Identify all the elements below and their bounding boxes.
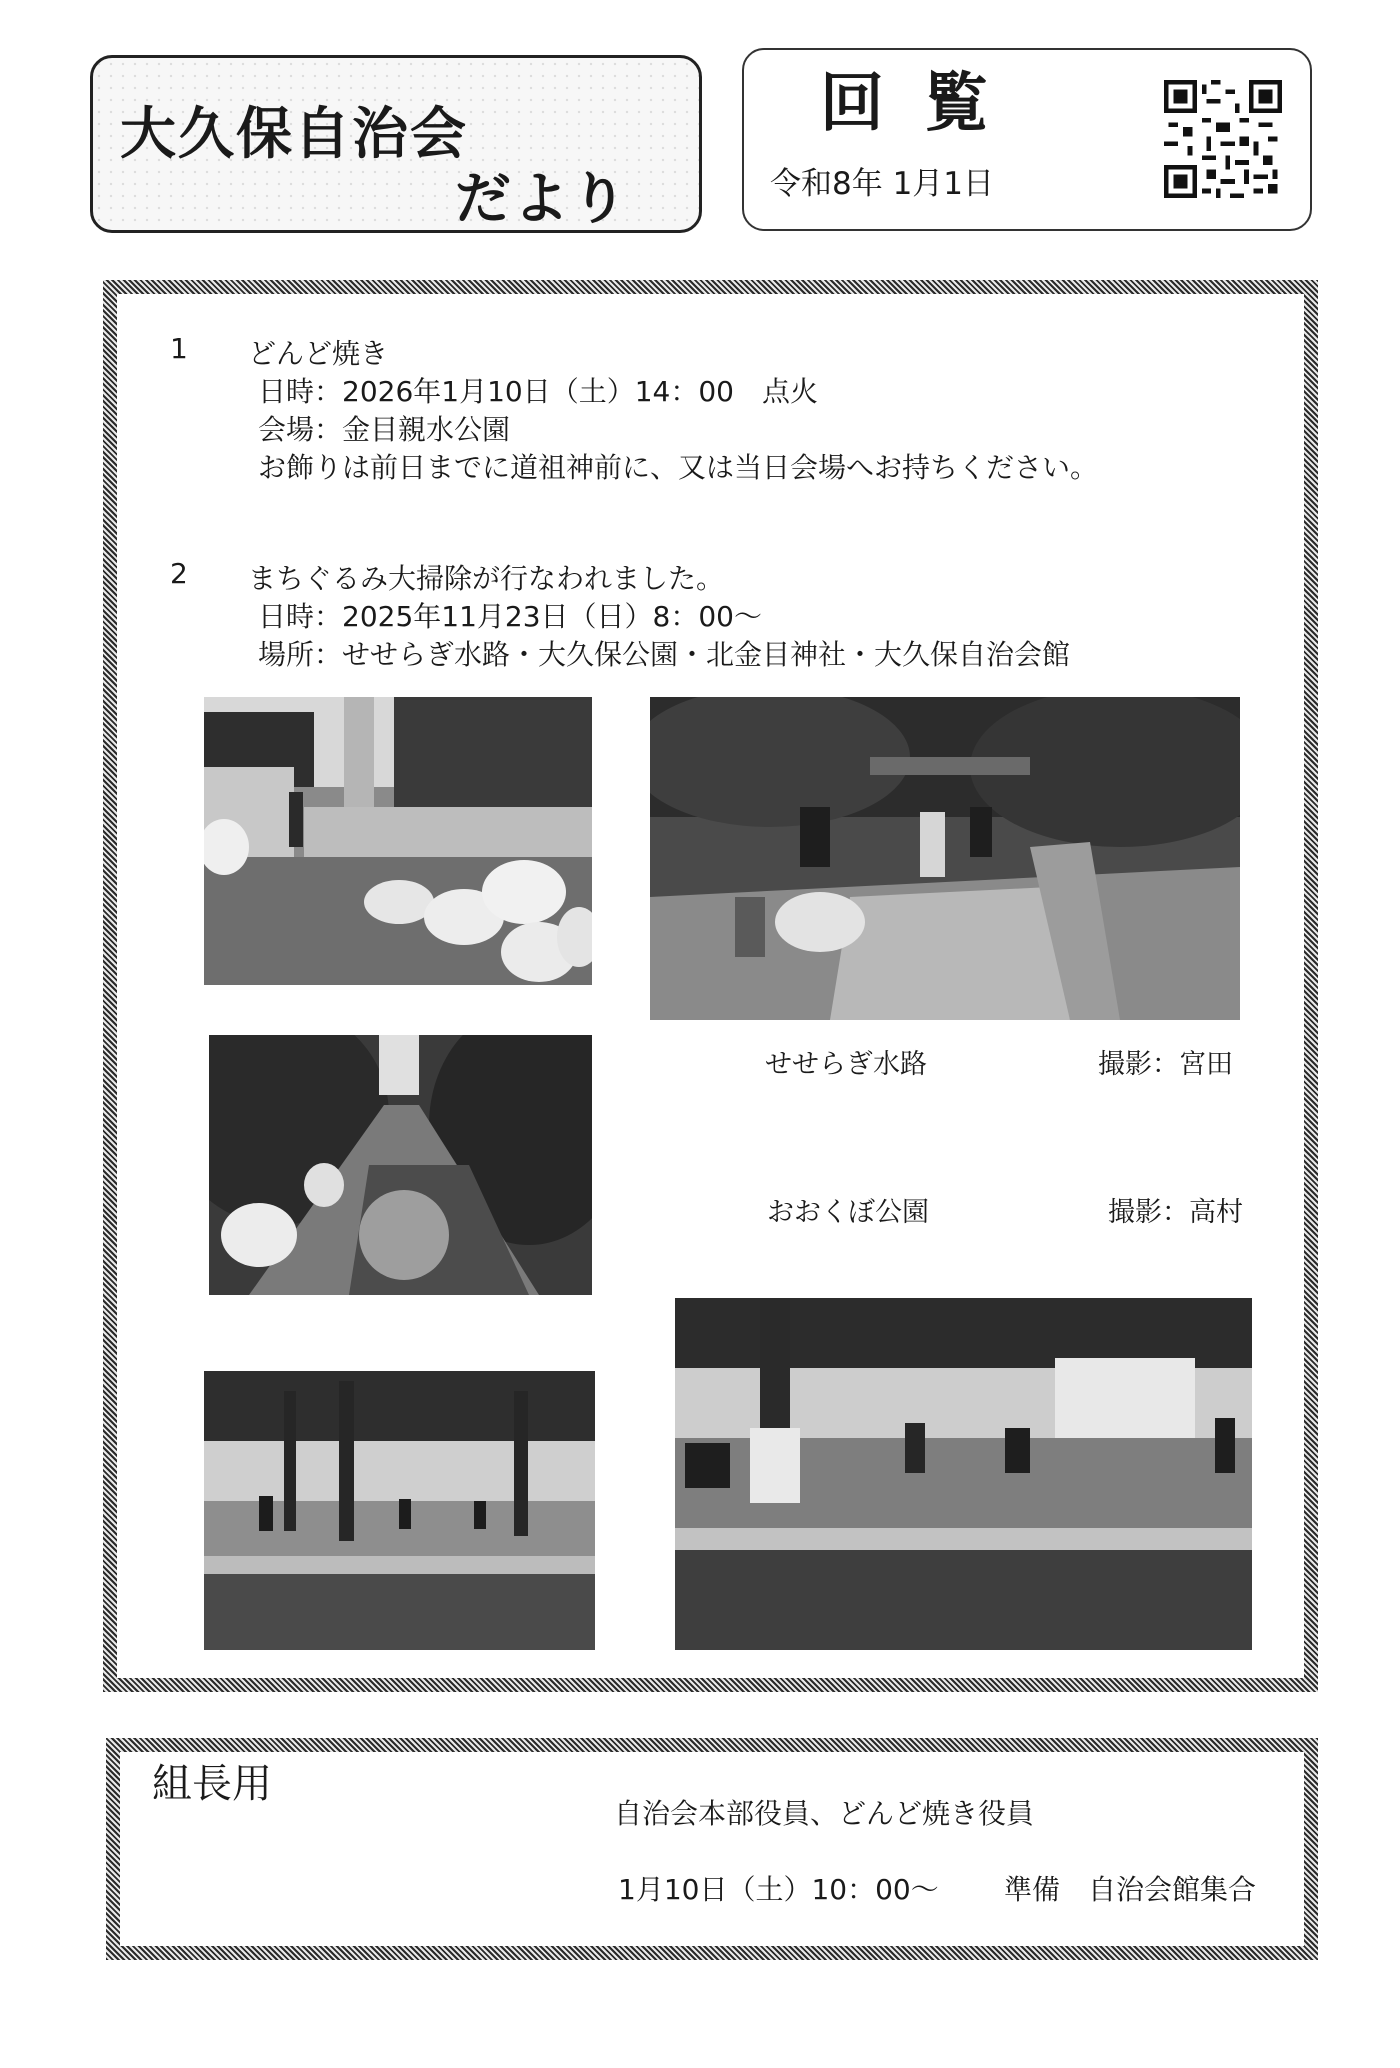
dondo-yaki-note: お飾りは前日までに道祖神前に、又は当日会場へお持ちください。	[258, 451, 1099, 484]
photo-okubo-park-right	[675, 1298, 1252, 1650]
group-leader-attendees: 自治会本部役員、どんど焼き役員	[614, 1797, 1035, 1830]
group-leader-datetime: 1月10日（土）10：00～	[618, 1873, 939, 1906]
cleanup-datetime: 日時：2025年11月23日（日）8：00～	[258, 600, 762, 633]
caption-okubo-photographer: 撮影：高村	[1108, 1197, 1243, 1228]
dondo-yaki-venue: 会場：金目親水公園	[258, 413, 511, 446]
group-leader-task: 準備 自治会館集合	[1004, 1873, 1257, 1906]
group-leader-heading: 組長用	[152, 1761, 272, 1807]
dondo-yaki-datetime: 日時：2026年1月10日（土）14：00 点火	[258, 375, 818, 408]
newsletter-title: 大久保自治会	[120, 102, 468, 167]
caption-seseragi-photographer: 撮影：宮田	[1098, 1049, 1233, 1080]
caption-seseragi-place: せせらぎ水路	[765, 1049, 927, 1080]
item-number-2: 2	[170, 557, 188, 590]
item-number-1: 1	[170, 332, 188, 365]
dondo-yaki-heading: どんど焼き	[248, 337, 389, 370]
issue-date: 令和8年 1月1日	[770, 166, 995, 202]
cleanup-heading: まちぐるみ大掃除が行なわれました。	[248, 562, 725, 595]
circulation-label: 回覧	[820, 67, 1028, 141]
photo-roadside-garbage-bags	[204, 697, 592, 985]
cleanup-place: 場所：せせらぎ水路・大久保公園・北金目神社・大久保自治会館	[258, 638, 1071, 671]
photo-seseragi-waterway	[650, 697, 1240, 1020]
qr-code-icon[interactable]	[1160, 80, 1286, 198]
group-leader-notice-frame	[106, 1738, 1318, 1960]
photo-okubo-park-left	[204, 1371, 595, 1650]
caption-okubo-place: おおくぼ公園	[767, 1197, 929, 1228]
newsletter-subtitle: だより	[455, 167, 629, 232]
photo-narrow-channel	[209, 1035, 592, 1295]
